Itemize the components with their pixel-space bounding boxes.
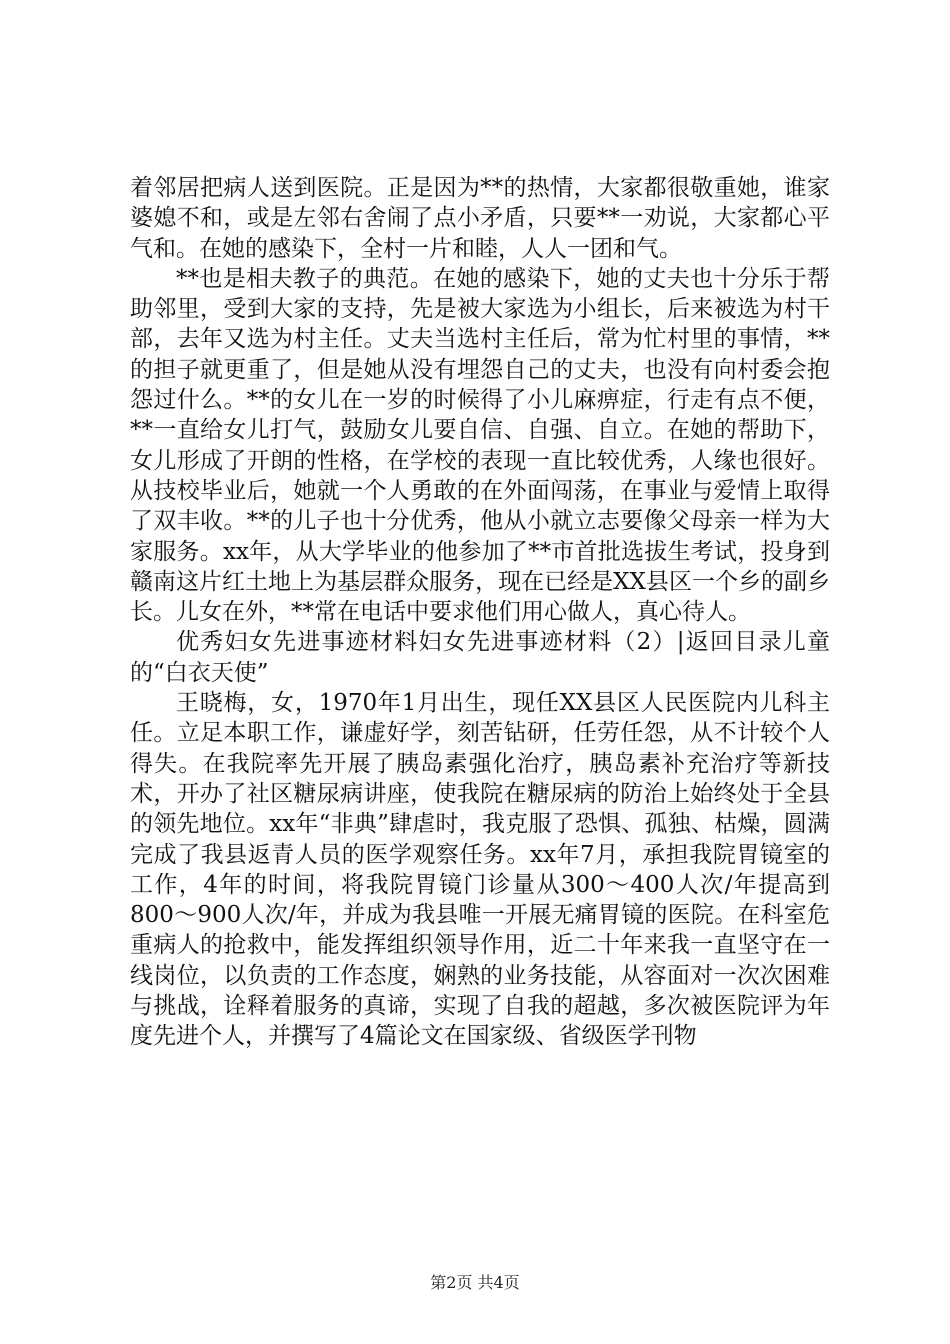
paragraph-profile: 王晓梅，女，1970年1月出生，现任XX县区人民医院内儿科主任。立足本职工作，谦虚好学，刻苦钻研，任劳任怨，从不计较个人得失。在我院率先开展了胰岛素强化治疗，胰岛素补充治疗等新技术，开办了社区糖尿病讲座，使我院在糖尿病的防治上始终处于全县的领先地位。xx年“非典”肆虐时，我克服了恐惧、孤独、枯燥，圆满完成了我县返青人员的医学观察任务。xx年7月，承担我院胃镜室的工作，4年的时间，将我院胃镜门诊量从300～400人次/年提高到800～900人次/年，并成为我县唯一开展无痛胃镜的医院。在科室危重病人的抢救中，能发挥组织领导作用，近二十年来我一直坚守在一线岗位，以负责的工作态度，娴熟的业务技能，从容面对一次次困难与挑战，诠释着服务的真谛，实现了自我的超越，多次被医院评为年度先进个人，并撰写了4篇论文在国家级、省级医学刊物 — [130, 690, 830, 1050]
paragraph-continuation: 着邻居把病人送到医院。正是因为**的热情，大家都很敬重她，谁家婆媳不和，或是左邻右舍闹了点小矛盾，只要**一劝说，大家都心平气和。在她的感染下，全村一片和睦，人人一团和气。 — [130, 175, 830, 262]
document-body — [130, 173, 830, 1052]
section-heading: 优秀妇女先进事迹材料妇女先进事迹材料（2）|返回目录儿童的“白衣天使” — [130, 629, 830, 686]
page-footer: 第2页 共4页 — [430, 1273, 520, 1292]
paragraph-family: **也是相夫教子的典范。在她的感染下，她的丈夫也十分乐于帮助邻里，受到大家的支持，先是被大家选为小组长，后来被选为村干部，去年又选为村主任。丈夫当选村主任后，常为忙村里的事情，**的担子就更重了，但是她从没有埋怨自己的丈夫，也没有向村委会抱怨过什么。**的女儿在一岁的时候得了小儿麻痹症，行走有点不便，**一直给女儿打气，鼓励女儿要自信、自强、自立。在她的帮助下，女儿形成了开朗的性格，在学校的表现一直比较优秀，人缘也很好。从技校毕业后，她就一个人勇敢的在外面闯荡，在事业与爱情上取得了双丰收。**的儿子也十分优秀，他从小就立志要像父母亲一样为大家服务。xx年，从大学毕业的他参加了**市首批选拔生考试，投身到赣南这片红土地上为基层群众服务，现在已经是XX县区一个乡的副乡长。儿女在外，**常在电话中要求他们用心做人，真心待人。 — [130, 265, 830, 626]
